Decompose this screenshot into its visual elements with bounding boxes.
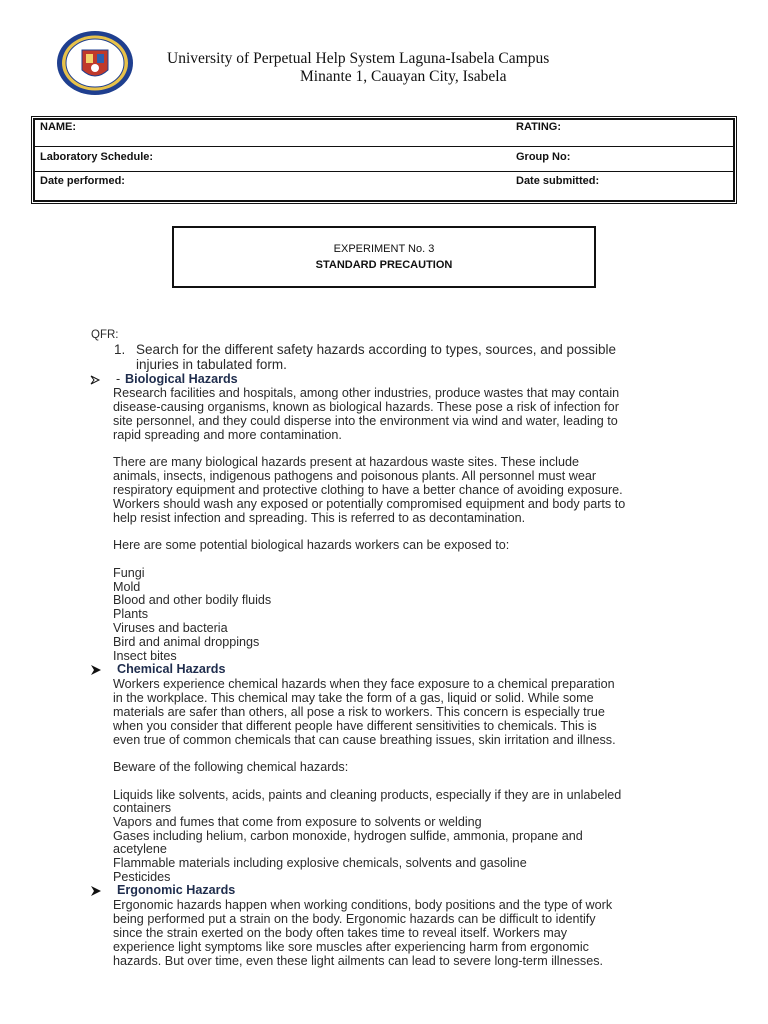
date-performed-label: Date performed: <box>40 175 125 187</box>
name-label: NAME: <box>40 121 77 133</box>
paragraph-line: animals, insects, indigenous pathogens and poisonous plants. All personnel must wear <box>113 469 597 483</box>
ergonomic-hazards-heading: Ergonomic Hazards <box>117 883 236 897</box>
paragraph-line: respiratory equipment and protective clothing to have a better chance of avoiding exposure. <box>113 483 623 497</box>
list-item: Vapors and fumes that come from exposure to solvents or welding <box>113 815 482 829</box>
paragraph-line: being performed put a strain on the body. Ergonomic hazards can be difficult to identify <box>113 912 596 926</box>
paragraph-line: hazards. But over time, even these light ailments can lead to severe long-term illnesses. <box>113 954 604 968</box>
list-item: Liquids like solvents, acids, paints and cleaning products, especially if they are in unlabeled <box>113 788 622 802</box>
list-item: Gases including helium, carbon monoxide, hydrogen sulfide, ammonia, propane and <box>113 829 583 843</box>
university-name: University of Perpetual Help System Laguna-Isabela Campus <box>167 50 550 67</box>
arrowhead-icon <box>90 664 102 676</box>
list-intro: Here are some potential biological hazards workers can be exposed to: <box>113 538 510 552</box>
schedule-label: Laboratory Schedule: <box>40 151 154 163</box>
paragraph-line: rapid spreading and more contamination. <box>113 428 342 442</box>
list-item: Flammable materials including explosive chemicals, solvents and gasoline <box>113 856 527 870</box>
group-label: Group No: <box>516 151 571 163</box>
list-item: Plants <box>113 607 149 621</box>
biological-hazards-heading: Biological Hazards <box>125 372 238 386</box>
paragraph-line: There are many biological hazards present at hazardous waste sites. These include <box>113 455 579 469</box>
list-item: Fungi <box>113 566 145 580</box>
experiment-title: STANDARD PRECAUTION <box>315 259 453 271</box>
question-number: 1. <box>114 342 126 357</box>
rating-label: RATING: <box>516 121 562 133</box>
paragraph-line: Workers experience chemical hazards when they face exposure to a chemical preparation <box>113 677 615 691</box>
date-submitted-label: Date submitted: <box>516 175 600 187</box>
qfr-label: QFR: <box>91 329 119 341</box>
university-address: Minante 1, Cauayan City, Isabela <box>300 68 507 85</box>
experiment-title-box <box>172 226 596 288</box>
paragraph-line: help resist infection and spreading. This is referred to as decontamination. <box>113 511 526 525</box>
arrowhead-icon <box>90 885 102 897</box>
list-item: acetylene <box>113 842 167 856</box>
question-line: injuries in tabulated form. <box>136 357 287 372</box>
list-item: Insect bites <box>113 649 177 663</box>
list-item: Pesticides <box>113 870 171 884</box>
paragraph-line: materials are safer than others, all pose a risk to workers. This concern is especially true <box>113 705 605 719</box>
paragraph-line: Research facilities and hospitals, among other industries, produce wastes that may contain <box>113 386 620 400</box>
paragraph-line: disease-causing organisms, known as biological hazards. These pose a risk of infection for <box>113 400 619 414</box>
university-seal-logo <box>56 30 134 96</box>
paragraph-line: Ergonomic hazards happen when working conditions, body positions and the type of work <box>113 898 613 912</box>
arrow-outline-icon <box>90 374 102 386</box>
paragraph-line: in the workplace. This chemical may take the form of a gas, liquid or solid. While some <box>113 691 594 705</box>
list-item: Viruses and bacteria <box>113 621 228 635</box>
list-item: Mold <box>113 580 141 594</box>
section-heading-prefix: - <box>116 372 121 386</box>
paragraph-line: experience light symptoms like sore muscles after experiencing harm from ergonomic <box>113 940 589 954</box>
list-item: Bird and animal droppings <box>113 635 260 649</box>
paragraph-line: when you consider that different people have different sensitivities to chemicals. This is <box>113 719 597 733</box>
chemical-hazards-heading: Chemical Hazards <box>117 662 226 676</box>
paragraph-line: even true of common chemicals that can cause breathing issues, skin irritation and illness. <box>113 733 616 747</box>
question-line: Search for the different safety hazards according to types, sources, and possible <box>136 342 617 357</box>
table-row-divider <box>34 146 734 147</box>
experiment-number: EXPERIMENT No. 3 <box>333 243 435 255</box>
paragraph-line: site personnel, and they could disperse into the environment via wind and water, leading to <box>113 414 618 428</box>
list-item: Blood and other bodily fluids <box>113 593 272 607</box>
list-intro: Beware of the following chemical hazards: <box>113 760 349 774</box>
paragraph-line: since the strain exerted on the body often takes time to reveal itself. Workers may <box>113 926 568 940</box>
list-item: containers <box>113 801 172 815</box>
table-row-divider <box>34 171 734 172</box>
paragraph-line: Workers should wash any exposed or potentially compromised equipment and body parts to <box>113 497 626 511</box>
